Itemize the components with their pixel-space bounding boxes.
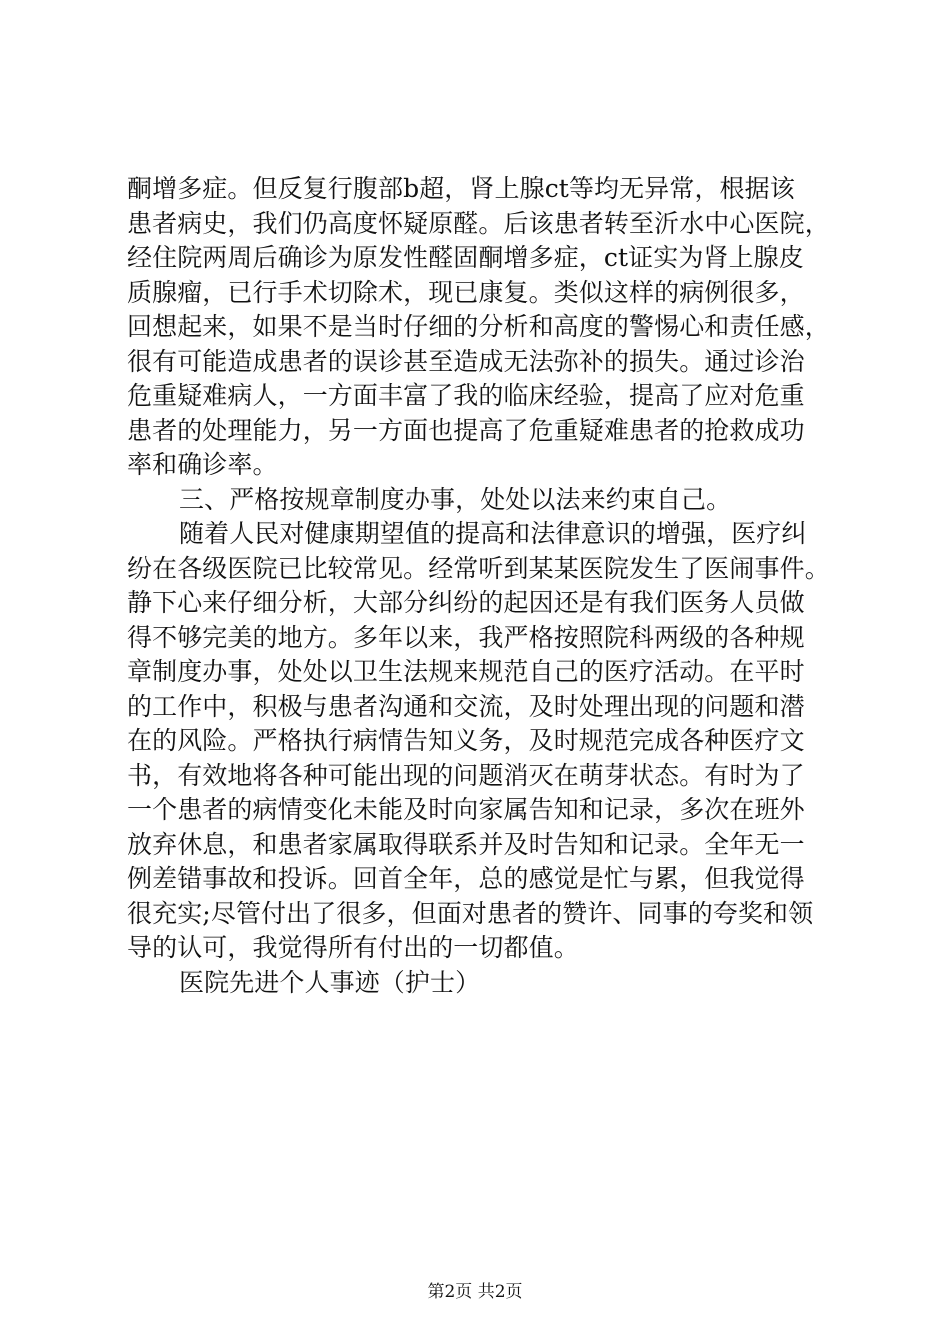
text-line: 经住院两周后确诊为原发性醛固酮增多症，ct证实为肾上腺皮 <box>127 243 804 272</box>
text-line: 纷在各级医院已比较常见。经常听到某某医院发生了医闹事件。 <box>127 553 830 583</box>
text-line: 导的认可，我觉得所有付出的一切都值。 <box>127 933 579 962</box>
text-line: 的工作中，积极与患者沟通和交流，及时处理出现的问题和潜 <box>127 691 805 721</box>
text-line: 回想起来，如果不是当时仔细的分析和高度的警惕心和责任感， <box>127 312 830 341</box>
next-article-title: 医院先进个人事迹（护士） <box>179 967 481 997</box>
text-line: 静下心来仔细分析，大部分纠纷的起因还是有我们医务人员做 <box>127 588 805 617</box>
text-line: 很充实;尽管付出了很多，但面对患者的赞许、同事的夸奖和领 <box>127 898 814 928</box>
text-line: 质腺瘤，已行手术切除术，现已康复。类似这样的病例很多， <box>127 277 805 307</box>
text-line: 章制度办事，处处以卫生法规来规范自己的医疗活动。在平时 <box>127 657 805 686</box>
text-line: 例差错事故和投诉。回首全年，总的感觉是忙与累，但我觉得 <box>127 864 805 893</box>
text-line: 一个患者的病情变化未能及时向家属告知和记录，多次在班外 <box>127 795 805 824</box>
text-line: 患者病史，我们仍高度怀疑原醛。后该患者转至沂水中心医院， <box>127 208 830 238</box>
text-line: 放弃休息，和患者家属取得联系并及时告知和记录。全年无一 <box>127 829 805 859</box>
page-footer: 第2页 共2页 <box>427 1282 523 1302</box>
text-line: 危重疑难病人，一方面丰富了我的临床经验，提高了应对危重 <box>127 381 805 410</box>
text-line: 率和确诊率。 <box>127 450 278 479</box>
text-line: 随着人民对健康期望值的提高和法律意识的增强，医疗纠 <box>179 519 807 548</box>
section-heading: 三、严格按规章制度办事，处处以法来约束自己。 <box>179 484 732 514</box>
text-line: 在的风险。严格执行病情告知义务，及时规范完成各种医疗文 <box>127 726 805 755</box>
text-line: 酮增多症。但反复行腹部b超，肾上腺ct等均无异常，根据该 <box>127 174 795 203</box>
text-line: 患者的处理能力，另一方面也提高了危重疑难患者的抢救成功 <box>127 415 805 445</box>
text-line: 得不够完美的地方。多年以来，我严格按照院科两级的各种规 <box>127 622 805 652</box>
text-line: 书，有效地将各种可能出现的问题消灭在萌芽状态。有时为了 <box>127 760 805 790</box>
body-text <box>127 172 847 1000</box>
text-line: 很有可能造成患者的误诊甚至造成无法弥补的损失。通过诊治 <box>127 346 805 376</box>
